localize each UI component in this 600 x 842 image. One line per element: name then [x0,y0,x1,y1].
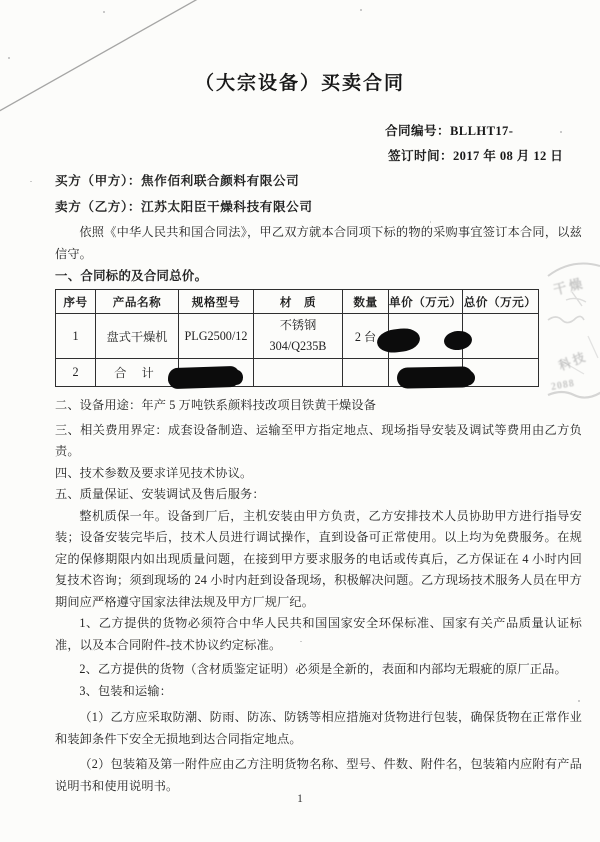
clause-standards: 1、乙方提供的货物必须符合中华人民共和国国家安全环保标准、国家有关产品质量认证标准，以及本合同附件-技术协议约定标准。 [55,616,582,652]
sign-date-value: 2017 年 08 月 12 日 [452,149,564,163]
sign-date-label: 签订时间： [388,149,453,163]
clause-tech-params: 四、技术参数及要求详见技术协议。 [55,465,253,480]
clause-packing-heading: 3、包装和运输： [79,683,172,698]
clause-fee-scope: 三、相关费用界定：成套设备制造、运输至甲方指定地点、现场指导安装及调试等费用由乙方负责。 [55,422,582,458]
cell-qty: 2 台 [343,314,389,359]
clause-brand-new: 2、乙方提供的货物（含材质鉴定证明）必须是全新的，表面和内部均无瑕疵的原厂正品。 [79,662,567,676]
cell-model: PLG2500/12 [179,314,254,359]
seller-line: 卖方（乙方）：江苏太阳臣干燥科技有限公司 [55,200,313,214]
contract-number-value: BLLHT17- [449,124,514,138]
faint-stamp-text: 干燥 [551,275,587,298]
redaction-mark-total-model [168,366,241,390]
faint-stamp-digits: 2088 [550,377,576,394]
col-header-index: 序号 [56,290,96,314]
material-line-1: 不锈钢 [279,318,317,332]
material-line-2: 304/Q235B [269,339,327,353]
document-title: （大宗设备）买卖合同 [194,73,405,94]
cell-empty [254,359,343,387]
dust-speck [30,181,32,182]
table-header-row [56,290,539,314]
cell-total-label: 合 计 [96,359,179,387]
col-header-total-price: 总价（万元） [462,290,538,314]
contract-number-line [385,120,513,139]
dust-speck [103,11,105,13]
page-number: 1 [297,793,303,805]
cell-material [254,314,343,359]
col-header-material: 材 质 [254,290,343,314]
preamble-paragraph: 依照《中华人民共和国合同法》，甲乙双方就本合同项下标的物的采购事宜签订本合同，以兹信守。 [55,225,582,261]
col-header-model: 规格型号 [179,290,254,314]
dust-speck [8,57,10,59]
cell-total-price-redacted [462,314,538,359]
col-header-product: 产品名称 [96,290,179,314]
clause-packing-1: （1）乙方应采取防潮、防雨、防冻、防锈等相应措施对货物进行包装，确保货物在正常作业和装卸条件下安全无损地到达合同指定地点。 [55,710,582,746]
cell-index: 2 [56,359,96,387]
fold-line-artifact [0,0,203,114]
cell-product: 盘式干燥机 [96,314,179,359]
dust-speck [360,9,362,11]
clause-warranty-body: 整机质保一年。设备到厂后，主机安装由甲方负责，乙方安排技术人员协助甲方进行指导安装；设备安装完毕后，技术人员进行调试操作，直到设备可正常使用。以上均为免费服务。在规定的保修期限内如出现质量问题，在接到甲方要求服务的电话或传真后，乙方保证在 4 小时内回复技术咨询；须到现场的 24 小时内赶到设备现场，积极解决问题。乙方现场技术服务人员在甲方期间应严格遵守国家法律法规及甲方厂规厂纪。 [55,508,582,609]
faint-stamp-text: 科技 [556,348,590,374]
cell-empty [343,359,389,387]
redaction-mark-grand-total [397,366,473,388]
cell-empty [462,359,538,387]
clause-packing-2: （2）包装箱及第一附件应由乙方注明货物名称、型号、件数、附件名，包装箱内应附有产品说明书和使用说明书。 [55,757,582,793]
buyer-line: 买方（甲方）：焦作佰利联合颜料有限公司 [55,174,300,188]
dust-speck [560,131,562,133]
stamp-squiggle-artifact-1 [548,316,584,322]
col-header-unit-price: 单价（万元） [389,290,463,314]
clause-quality-heading: 五、质量保证、安装调试及售后服务： [55,487,265,501]
clauses-block [55,395,582,797]
section-one-heading: 一、合同标的及合同总价。 [55,269,208,283]
clause-equipment-use: 二、设备用途：年产 5 万吨铁系颜料技改项目铁黄干燥设备 [55,398,377,412]
sign-date-line [388,145,563,164]
col-header-qty: 数量 [343,290,389,314]
contract-number-label: 合同编号： [385,124,450,138]
cell-index: 1 [56,314,96,359]
